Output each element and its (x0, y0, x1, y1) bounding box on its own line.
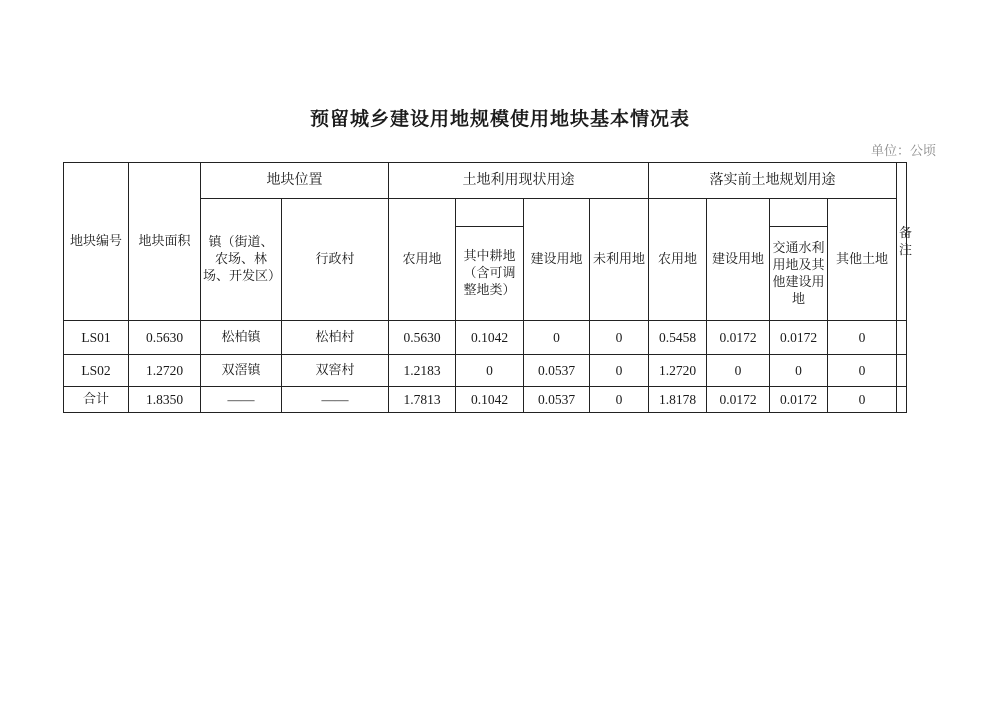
header-current-agricultural: 农用地 (389, 199, 456, 321)
cell-planned-agricultural: 1.8178 (649, 387, 707, 413)
cell-current-unused: 0 (590, 387, 649, 413)
cell-remarks (897, 355, 907, 387)
table-row (64, 355, 907, 387)
header-current-construction: 建设用地 (524, 199, 590, 321)
header-row-1 (64, 163, 907, 199)
header-location-group: 地块位置 (201, 163, 389, 199)
header-planned-blank (770, 199, 828, 227)
cell-village: —— (282, 387, 389, 413)
cell-current-agricultural: 0.5630 (389, 321, 456, 355)
table-row (64, 321, 907, 355)
cell-town: 松柏镇 (201, 321, 282, 355)
cell-current-construction: 0 (524, 321, 590, 355)
cell-planned-construction: 0.0172 (707, 387, 770, 413)
cell-planned-construction: 0 (707, 355, 770, 387)
cell-town: —— (201, 387, 282, 413)
table-row-total (64, 387, 907, 413)
cell-village: 松柏村 (282, 321, 389, 355)
cell-plot-id: LS01 (64, 321, 129, 355)
cell-plot-area: 1.8350 (129, 387, 201, 413)
cell-planned-transport: 0.0172 (770, 321, 828, 355)
cell-planned-other: 0 (828, 387, 897, 413)
cell-current-farmland: 0.1042 (456, 387, 524, 413)
header-current-unused: 未利用地 (590, 199, 649, 321)
cell-planned-transport: 0 (770, 355, 828, 387)
cell-current-farmland: 0 (456, 355, 524, 387)
header-planned-agricultural: 农用地 (649, 199, 707, 321)
header-current-farmland: 其中耕地（含可调整地类） (456, 227, 524, 321)
header-plot-id: 地块编号 (64, 163, 129, 321)
cell-current-unused: 0 (590, 355, 649, 387)
header-remarks: 备注 (897, 163, 907, 321)
cell-remarks (897, 321, 907, 355)
cell-current-agricultural: 1.7813 (389, 387, 456, 413)
land-plot-table-container (63, 162, 913, 413)
header-village: 行政村 (282, 199, 389, 321)
cell-planned-other: 0 (828, 321, 897, 355)
header-planned-transport: 交通水利用地及其他建设用地 (770, 227, 828, 321)
cell-village: 双窖村 (282, 355, 389, 387)
cell-current-unused: 0 (590, 321, 649, 355)
cell-current-construction: 0.0537 (524, 387, 590, 413)
cell-current-agricultural: 1.2183 (389, 355, 456, 387)
header-current-use-group: 土地利用现状用途 (389, 163, 649, 199)
cell-plot-area: 1.2720 (129, 355, 201, 387)
cell-planned-agricultural: 1.2720 (649, 355, 707, 387)
header-town: 镇（街道、农场、林场、开发区） (201, 199, 282, 321)
cell-current-construction: 0.0537 (524, 355, 590, 387)
header-plot-area: 地块面积 (129, 163, 201, 321)
document-title: 预留城乡建设用地规模使用地块基本情况表 (309, 108, 690, 130)
cell-current-farmland: 0.1042 (456, 321, 524, 355)
cell-planned-transport: 0.0172 (770, 387, 828, 413)
cell-planned-agricultural: 0.5458 (649, 321, 707, 355)
land-plot-table (63, 162, 913, 413)
header-planned-construction: 建设用地 (707, 199, 770, 321)
cell-planned-other: 0 (828, 355, 897, 387)
header-planned-other: 其他土地 (828, 199, 897, 321)
cell-town: 双滘镇 (201, 355, 282, 387)
header-planned-use-group: 落实前土地规划用途 (649, 163, 897, 199)
cell-planned-construction: 0.0172 (707, 321, 770, 355)
cell-remarks (897, 387, 907, 413)
cell-plot-id: LS02 (64, 355, 129, 387)
unit-label: 单位：公顷 (870, 144, 936, 159)
cell-plot-area: 0.5630 (129, 321, 201, 355)
header-current-blank (456, 199, 524, 227)
cell-plot-id: 合计 (64, 387, 129, 413)
